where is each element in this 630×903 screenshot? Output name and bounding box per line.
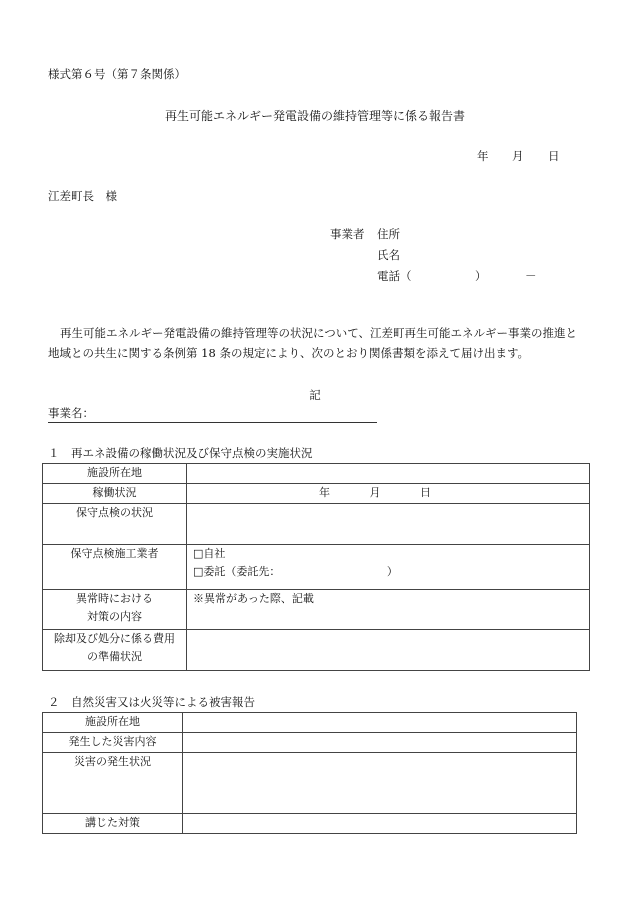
abnormal-label-line2: 対策の内容 — [87, 610, 142, 623]
inspection-label: 保守点検の状況 — [43, 504, 187, 545]
document-title: 再生可能エネルギー発電設備の維持管理等に係る報告書 — [164, 109, 465, 123]
op-year: 年 — [319, 486, 330, 499]
s2-location-label: 施設所在地 — [43, 713, 183, 733]
body-paragraph: 再生可能エネルギー発電設備の維持管理等の状況について、江差町再生可能エネルギー事業の推進と地域との共生に関する条例第 18 条の規定により、次のとおり関係書類を添えて届け出ます。 — [48, 326, 578, 360]
s2-measures-label: 講じた対策 — [43, 814, 183, 834]
business-name-label: 事業名： — [48, 406, 94, 420]
abnormal-label-line1: 異常時における — [76, 592, 153, 605]
abnormal-label — [43, 590, 187, 630]
removal-label — [43, 630, 187, 671]
consigned-label: □委託（委託先： — [193, 565, 275, 578]
section2-title: ２ 自然災害又は火災等による被害報告 — [48, 695, 255, 709]
consigned-checkbox[interactable] — [193, 563, 583, 581]
removal-value[interactable] — [187, 630, 590, 671]
s2-measures-value[interactable] — [183, 814, 577, 834]
date-year: 年 — [477, 149, 489, 163]
addressee: 江差町長 様 — [48, 189, 117, 203]
ki-label: 記 — [309, 388, 321, 402]
form-number: 様式第６号（第７条関係） — [48, 67, 186, 81]
removal-label-line2: の準備状況 — [87, 650, 142, 663]
abnormal-value[interactable] — [187, 590, 590, 630]
operation-value[interactable] — [187, 484, 590, 504]
address-label: 住所 — [377, 227, 400, 241]
s2-situation-value[interactable] — [183, 753, 577, 814]
own-company-checkbox[interactable]: □自社 — [193, 547, 226, 560]
contractor-label: 保守点検施工業者 — [43, 545, 187, 590]
phone-dash: － — [525, 269, 537, 283]
contractor-value[interactable] — [187, 545, 590, 590]
section1-title: １ 再エネ設備の稼働状況及び保守点検の実施状況 — [48, 446, 313, 460]
location-label: 施設所在地 — [43, 464, 187, 484]
s2-disaster-value[interactable] — [183, 733, 577, 753]
section1-table — [42, 463, 590, 671]
applicant-label: 事業者 — [330, 227, 365, 241]
name-label: 氏名 — [377, 248, 400, 262]
business-name-field[interactable] — [48, 405, 377, 423]
section2-table — [42, 712, 577, 834]
abnormal-note: ※異常があった際、記載 — [193, 592, 314, 605]
operation-label: 稼働状況 — [43, 484, 187, 504]
s2-disaster-label: 発生した災害内容 — [43, 733, 183, 753]
consigned-close: ） — [386, 565, 398, 578]
op-month: 月 — [369, 486, 381, 499]
date-month: 月 — [512, 149, 524, 163]
s2-location-value[interactable] — [183, 713, 577, 733]
s2-situation-label: 災害の発生状況 — [43, 753, 183, 814]
removal-label-line1: 除却及び処分に係る費用 — [54, 632, 175, 645]
phone-close: ） — [475, 269, 487, 283]
phone-label: 電話（ — [377, 269, 412, 283]
location-value[interactable] — [187, 464, 590, 484]
inspection-value[interactable] — [187, 504, 590, 545]
op-day: 日 — [420, 486, 431, 499]
date-day: 日 — [548, 149, 560, 163]
